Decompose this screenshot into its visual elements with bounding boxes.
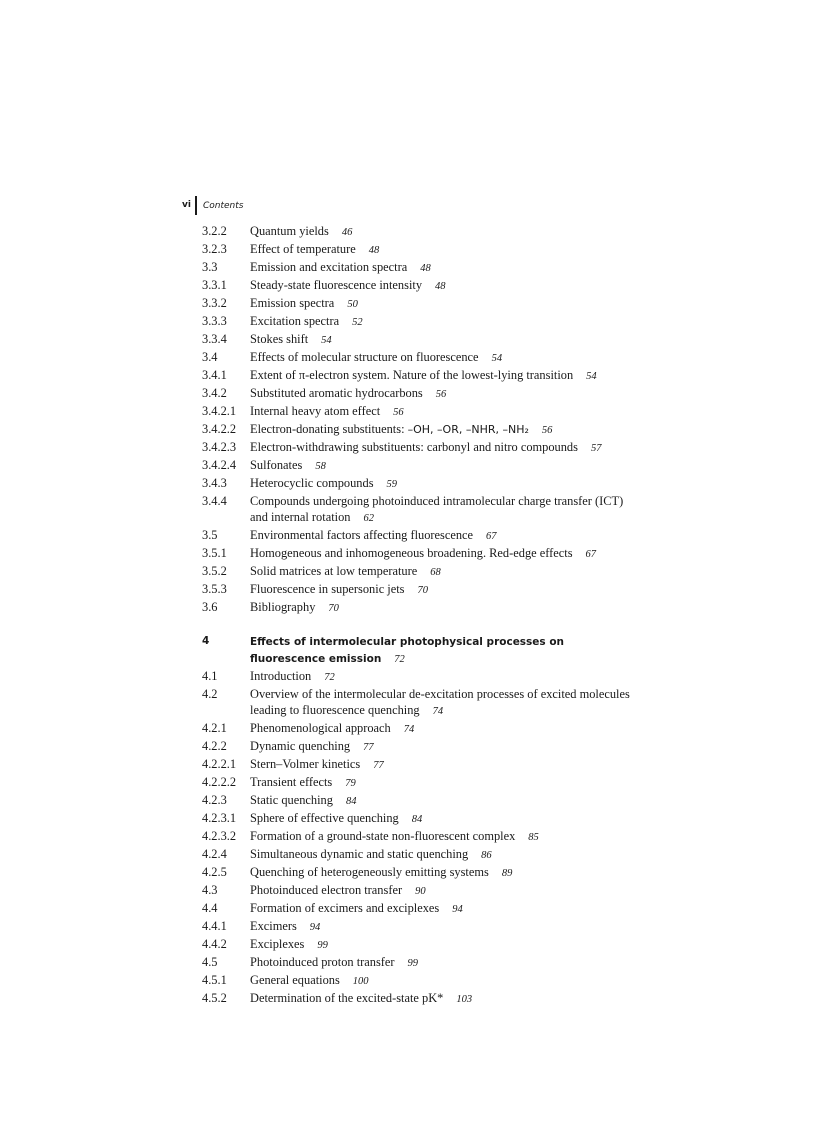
toc-entry-title: Emission and excitation spectra <box>250 260 408 274</box>
toc-entry-page: 72 <box>394 654 405 665</box>
toc-entry-number: 4.2.5 <box>202 865 227 879</box>
toc-entry-page: 56 <box>393 407 404 418</box>
header-rule <box>195 196 197 215</box>
toc-entry-body <box>250 954 642 972</box>
toc-entry-number: 4 <box>202 635 210 647</box>
toc-entry-page: 62 <box>363 513 374 524</box>
toc-entry-body <box>250 738 642 756</box>
toc-entry-page: 99 <box>317 940 328 951</box>
toc-entry <box>202 756 642 774</box>
toc-entry-page: 103 <box>456 994 473 1005</box>
toc-entry-number: 3.4.2 <box>202 386 227 400</box>
toc-entry-number: 4.5 <box>202 955 218 969</box>
page-number: vi <box>182 200 191 210</box>
toc-entry-page: 89 <box>501 868 513 879</box>
toc-entry-number: 3.4.2.1 <box>202 404 237 418</box>
toc-entry <box>202 738 642 756</box>
toc-entry-number: 4.2.3.2 <box>202 829 237 843</box>
toc-entry-body <box>250 367 642 385</box>
toc-entry-number: 3.4.2.2 <box>202 422 237 436</box>
toc-entry <box>202 421 642 439</box>
toc-entry-page: 90 <box>415 886 426 897</box>
toc-entry-number: 3.6 <box>202 600 218 614</box>
toc-entry-body <box>250 882 642 900</box>
toc-entry <box>202 828 642 846</box>
toc-entry-number: 3.3.1 <box>202 278 227 292</box>
toc-entry-title: Emission spectra <box>250 296 335 310</box>
toc-entry-body <box>250 277 642 295</box>
toc-entry-page: 74 <box>403 724 415 735</box>
toc-entry-title: Effects of molecular structure on fluorescence <box>250 350 479 364</box>
toc-entry-page: 70 <box>417 585 428 596</box>
toc-entry-title: Fluorescence in supersonic jets <box>250 582 405 596</box>
toc-entry-body <box>250 864 642 882</box>
toc-entry-page: 54 <box>321 335 332 346</box>
toc-entry-title: Transient effects <box>250 775 333 789</box>
toc-entry-number: 4.3 <box>202 883 218 897</box>
toc-entry-page: 84 <box>345 796 357 807</box>
toc-entry-title: Dynamic quenching <box>250 739 351 753</box>
toc-entry-title: Introduction <box>250 669 312 683</box>
toc-entry-body <box>250 900 642 918</box>
toc-entry-number: 3.4 <box>202 350 218 364</box>
toc-entry-number: 4.2 <box>202 687 218 701</box>
toc-entry-body <box>250 633 642 668</box>
toc-entry-page: 56 <box>435 389 447 400</box>
toc-entry-title: Electron-withdrawing substituents: carbonyl and nitro compounds <box>250 440 578 454</box>
toc-entry <box>202 295 642 313</box>
toc-entry-title: Internal heavy atom effect <box>250 404 381 418</box>
toc-entry-page: 67 <box>486 531 497 542</box>
toc-entry-page: 56 <box>541 425 553 436</box>
toc-entry <box>202 599 642 617</box>
toc-entry-page: 58 <box>315 461 326 472</box>
toc-entry-body <box>250 241 642 259</box>
toc-entry-page: 94 <box>452 904 463 915</box>
toc-entry <box>202 810 642 828</box>
toc-entry-body <box>250 349 642 367</box>
toc-entry-page: 59 <box>386 479 398 490</box>
toc-entry <box>202 313 642 331</box>
toc-entry-title: Electron-donating substituents: <box>250 422 408 436</box>
toc-entry <box>202 277 642 295</box>
toc-entry-page: 67 <box>585 549 597 560</box>
toc-entry-body <box>250 686 642 720</box>
toc-entry-page: 74 <box>432 706 444 717</box>
toc-entry-number: 3.5.2 <box>202 564 227 578</box>
toc-entry-title: Steady-state fluorescence intensity <box>250 278 423 292</box>
toc-entry-number: 4.2.2.1 <box>202 757 237 771</box>
toc-entry <box>202 349 642 367</box>
toc-entry-title: Substituted aromatic hydrocarbons <box>250 386 423 400</box>
table-of-contents <box>202 223 642 1008</box>
toc-entry-body <box>250 421 642 439</box>
toc-entry-body <box>250 259 642 277</box>
toc-entry-page: 48 <box>435 281 446 292</box>
toc-entry-number: 3.2.2 <box>202 224 227 238</box>
toc-entry-title: Sphere of effective quenching <box>250 811 399 825</box>
toc-entry-title: Photoinduced electron transfer <box>250 883 403 897</box>
toc-entry-title: Exciplexes <box>250 937 305 951</box>
toc-entry-page: 46 <box>341 227 353 238</box>
toc-entry-page: 100 <box>352 976 369 987</box>
toc-entry-title: Excitation spectra <box>250 314 340 328</box>
toc-entry-body <box>250 828 642 846</box>
toc-entry-number: 3.5.3 <box>202 582 227 596</box>
toc-entry-title: Solid matrices at low temperature <box>250 564 418 578</box>
toc-entry-page: 84 <box>411 814 423 825</box>
toc-entry-title: Heterocyclic compounds <box>250 476 374 490</box>
toc-entry-body <box>250 972 642 990</box>
toc-entry-title: General equations <box>250 973 340 987</box>
toc-entry-title: Homogeneous and inhomogeneous broadening. Red-edge effects <box>250 546 573 560</box>
toc-entry-title: Simultaneous dynamic and static quenching <box>250 847 469 861</box>
toc-entry-title: Quenching of heterogeneously emitting systems <box>250 865 489 879</box>
toc-entry-page: 72 <box>324 672 335 683</box>
toc-entry-body <box>250 295 642 313</box>
toc-entry-page: 54 <box>586 371 597 382</box>
toc-entry-page: 77 <box>363 742 374 753</box>
toc-entry-body <box>250 439 642 457</box>
toc-entry-number: 3.3.2 <box>202 296 227 310</box>
toc-entry-title: Determination of the excited-state pK* <box>250 991 444 1005</box>
toc-entry <box>202 581 642 599</box>
toc-entry-title: Stern–Volmer kinetics <box>250 757 361 771</box>
toc-entry-body <box>250 457 642 475</box>
toc-entry-page: 94 <box>309 922 321 933</box>
toc-entry-page: 99 <box>407 958 419 969</box>
toc-entry-number: 4.1 <box>202 669 218 683</box>
toc-entry-body <box>250 313 642 331</box>
toc-entry-page: 85 <box>528 832 539 843</box>
toc-entry-page: 77 <box>373 760 384 771</box>
toc-entry <box>202 972 642 990</box>
toc-entry-body <box>250 774 642 792</box>
toc-entry <box>202 882 642 900</box>
toc-entry-number: 4.2.2.2 <box>202 775 237 789</box>
toc-entry <box>202 990 642 1008</box>
toc-entry <box>202 223 642 241</box>
toc-entry <box>202 792 642 810</box>
toc-entry-page: 57 <box>590 443 602 454</box>
toc-entry-body <box>250 545 642 563</box>
toc-entry-title: Excimers <box>250 919 297 933</box>
toc-entry-number: 4.5.1 <box>202 973 227 987</box>
toc-entry-formula: –OH, –OR, –NHR, –NH₂ <box>407 423 529 436</box>
toc-entry-body <box>250 918 642 936</box>
toc-entry-title: Photoinduced proton transfer <box>250 955 395 969</box>
toc-entry <box>202 864 642 882</box>
toc-entry-body <box>250 563 642 581</box>
toc-entry <box>202 686 642 720</box>
toc-entry-page: 70 <box>328 603 339 614</box>
toc-entry <box>202 385 642 403</box>
toc-entry-body <box>250 527 642 545</box>
toc-entry <box>202 846 642 864</box>
toc-entry-number: 3.4.4 <box>202 494 227 508</box>
toc-entry-body <box>250 756 642 774</box>
toc-entry-body <box>250 331 642 349</box>
toc-entry <box>202 367 642 385</box>
toc-entry-body <box>250 846 642 864</box>
toc-entry <box>202 720 642 738</box>
toc-entry-title: Phenomenological approach <box>250 721 391 735</box>
toc-entry <box>202 545 642 563</box>
toc-entry-page: 48 <box>368 245 380 256</box>
toc-entry <box>202 259 642 277</box>
toc-entry-body <box>250 599 642 617</box>
toc-entry-number: 3.5 <box>202 528 218 542</box>
toc-entry-number: 4.2.2 <box>202 739 227 753</box>
toc-entry-number: 4.2.4 <box>202 847 227 861</box>
toc-entry-number: 3.3.4 <box>202 332 227 346</box>
toc-entry-body <box>250 581 642 599</box>
toc-entry-number: 3.5.1 <box>202 546 227 560</box>
toc-entry-page: 48 <box>420 263 431 274</box>
toc-entry-title: Effect of temperature <box>250 242 356 256</box>
toc-entry-title: Extent of π-electron system. Nature of the lowest-lying transition <box>250 368 574 382</box>
toc-entry <box>202 918 642 936</box>
toc-entry-title: Effects of intermolecular photophysical processes on fluorescence emission <box>250 636 565 665</box>
toc-entry-number: 3.3 <box>202 260 218 274</box>
toc-entry-title: Static quenching <box>250 793 333 807</box>
toc-entry-number: 3.2.3 <box>202 242 227 256</box>
toc-entry <box>202 331 642 349</box>
toc-entry-body <box>250 475 642 493</box>
toc-entry-page: 50 <box>347 299 358 310</box>
toc-entry-title: Stokes shift <box>250 332 309 346</box>
toc-entry <box>202 493 642 527</box>
toc-entry-page: 68 <box>430 567 441 578</box>
toc-entry <box>202 403 642 421</box>
toc-entry-title: Overview of the intermolecular de-excitation processes of excited molecules leading to fluorescence quenching <box>250 687 630 717</box>
toc-entry-title: Compounds undergoing photoinduced intramolecular charge transfer (ICT) and internal rotation <box>250 494 624 524</box>
toc-entry-title: Formation of excimers and exciplexes <box>250 901 440 915</box>
toc-entry-number: 4.2.1 <box>202 721 227 735</box>
toc-entry-body <box>250 668 642 686</box>
toc-entry-body <box>250 990 642 1008</box>
toc-entry-number: 4.4.1 <box>202 919 227 933</box>
toc-entry-number: 4.2.3.1 <box>202 811 237 825</box>
toc-entry <box>202 563 642 581</box>
toc-entry-body <box>250 385 642 403</box>
toc-entry-body <box>250 792 642 810</box>
toc-entry-number: 3.3.3 <box>202 314 227 328</box>
toc-entry-title: Sulfonates <box>250 458 303 472</box>
running-title: Contents <box>203 201 244 211</box>
toc-entry <box>202 668 642 686</box>
toc-entry-body <box>250 720 642 738</box>
toc-entry-number: 3.4.1 <box>202 368 227 382</box>
toc-entry-title: Environmental factors affecting fluorescence <box>250 528 474 542</box>
toc-entry-body <box>250 403 642 421</box>
toc-entry-page: 52 <box>352 317 363 328</box>
toc-entry-number: 4.4 <box>202 901 218 915</box>
toc-entry-page: 86 <box>481 850 492 861</box>
toc-entry-number: 4.5.2 <box>202 991 227 1005</box>
toc-entry-number: 4.2.3 <box>202 793 227 807</box>
toc-entry-page: 79 <box>345 778 356 789</box>
toc-chapter-entry <box>202 633 642 668</box>
toc-entry-body <box>250 936 642 954</box>
toc-entry <box>202 954 642 972</box>
toc-entry-body <box>250 223 642 241</box>
toc-entry-title: Bibliography <box>250 600 316 614</box>
toc-entry <box>202 936 642 954</box>
toc-entry <box>202 774 642 792</box>
toc-entry <box>202 900 642 918</box>
toc-entry-body <box>250 810 642 828</box>
toc-entry-number: 3.4.3 <box>202 476 227 490</box>
toc-entry-title: Quantum yields <box>250 224 329 238</box>
toc-entry-page: 54 <box>491 353 503 364</box>
toc-entry <box>202 475 642 493</box>
toc-entry-number: 3.4.2.3 <box>202 440 237 454</box>
toc-entry <box>202 439 642 457</box>
toc-entry-title: Formation of a ground-state non-fluorescent complex <box>250 829 516 843</box>
toc-entry-number: 3.4.2.4 <box>202 458 237 472</box>
toc-entry-body <box>250 493 642 527</box>
toc-entry <box>202 241 642 259</box>
toc-entry <box>202 457 642 475</box>
toc-entry-number: 4.4.2 <box>202 937 227 951</box>
toc-entry <box>202 527 642 545</box>
